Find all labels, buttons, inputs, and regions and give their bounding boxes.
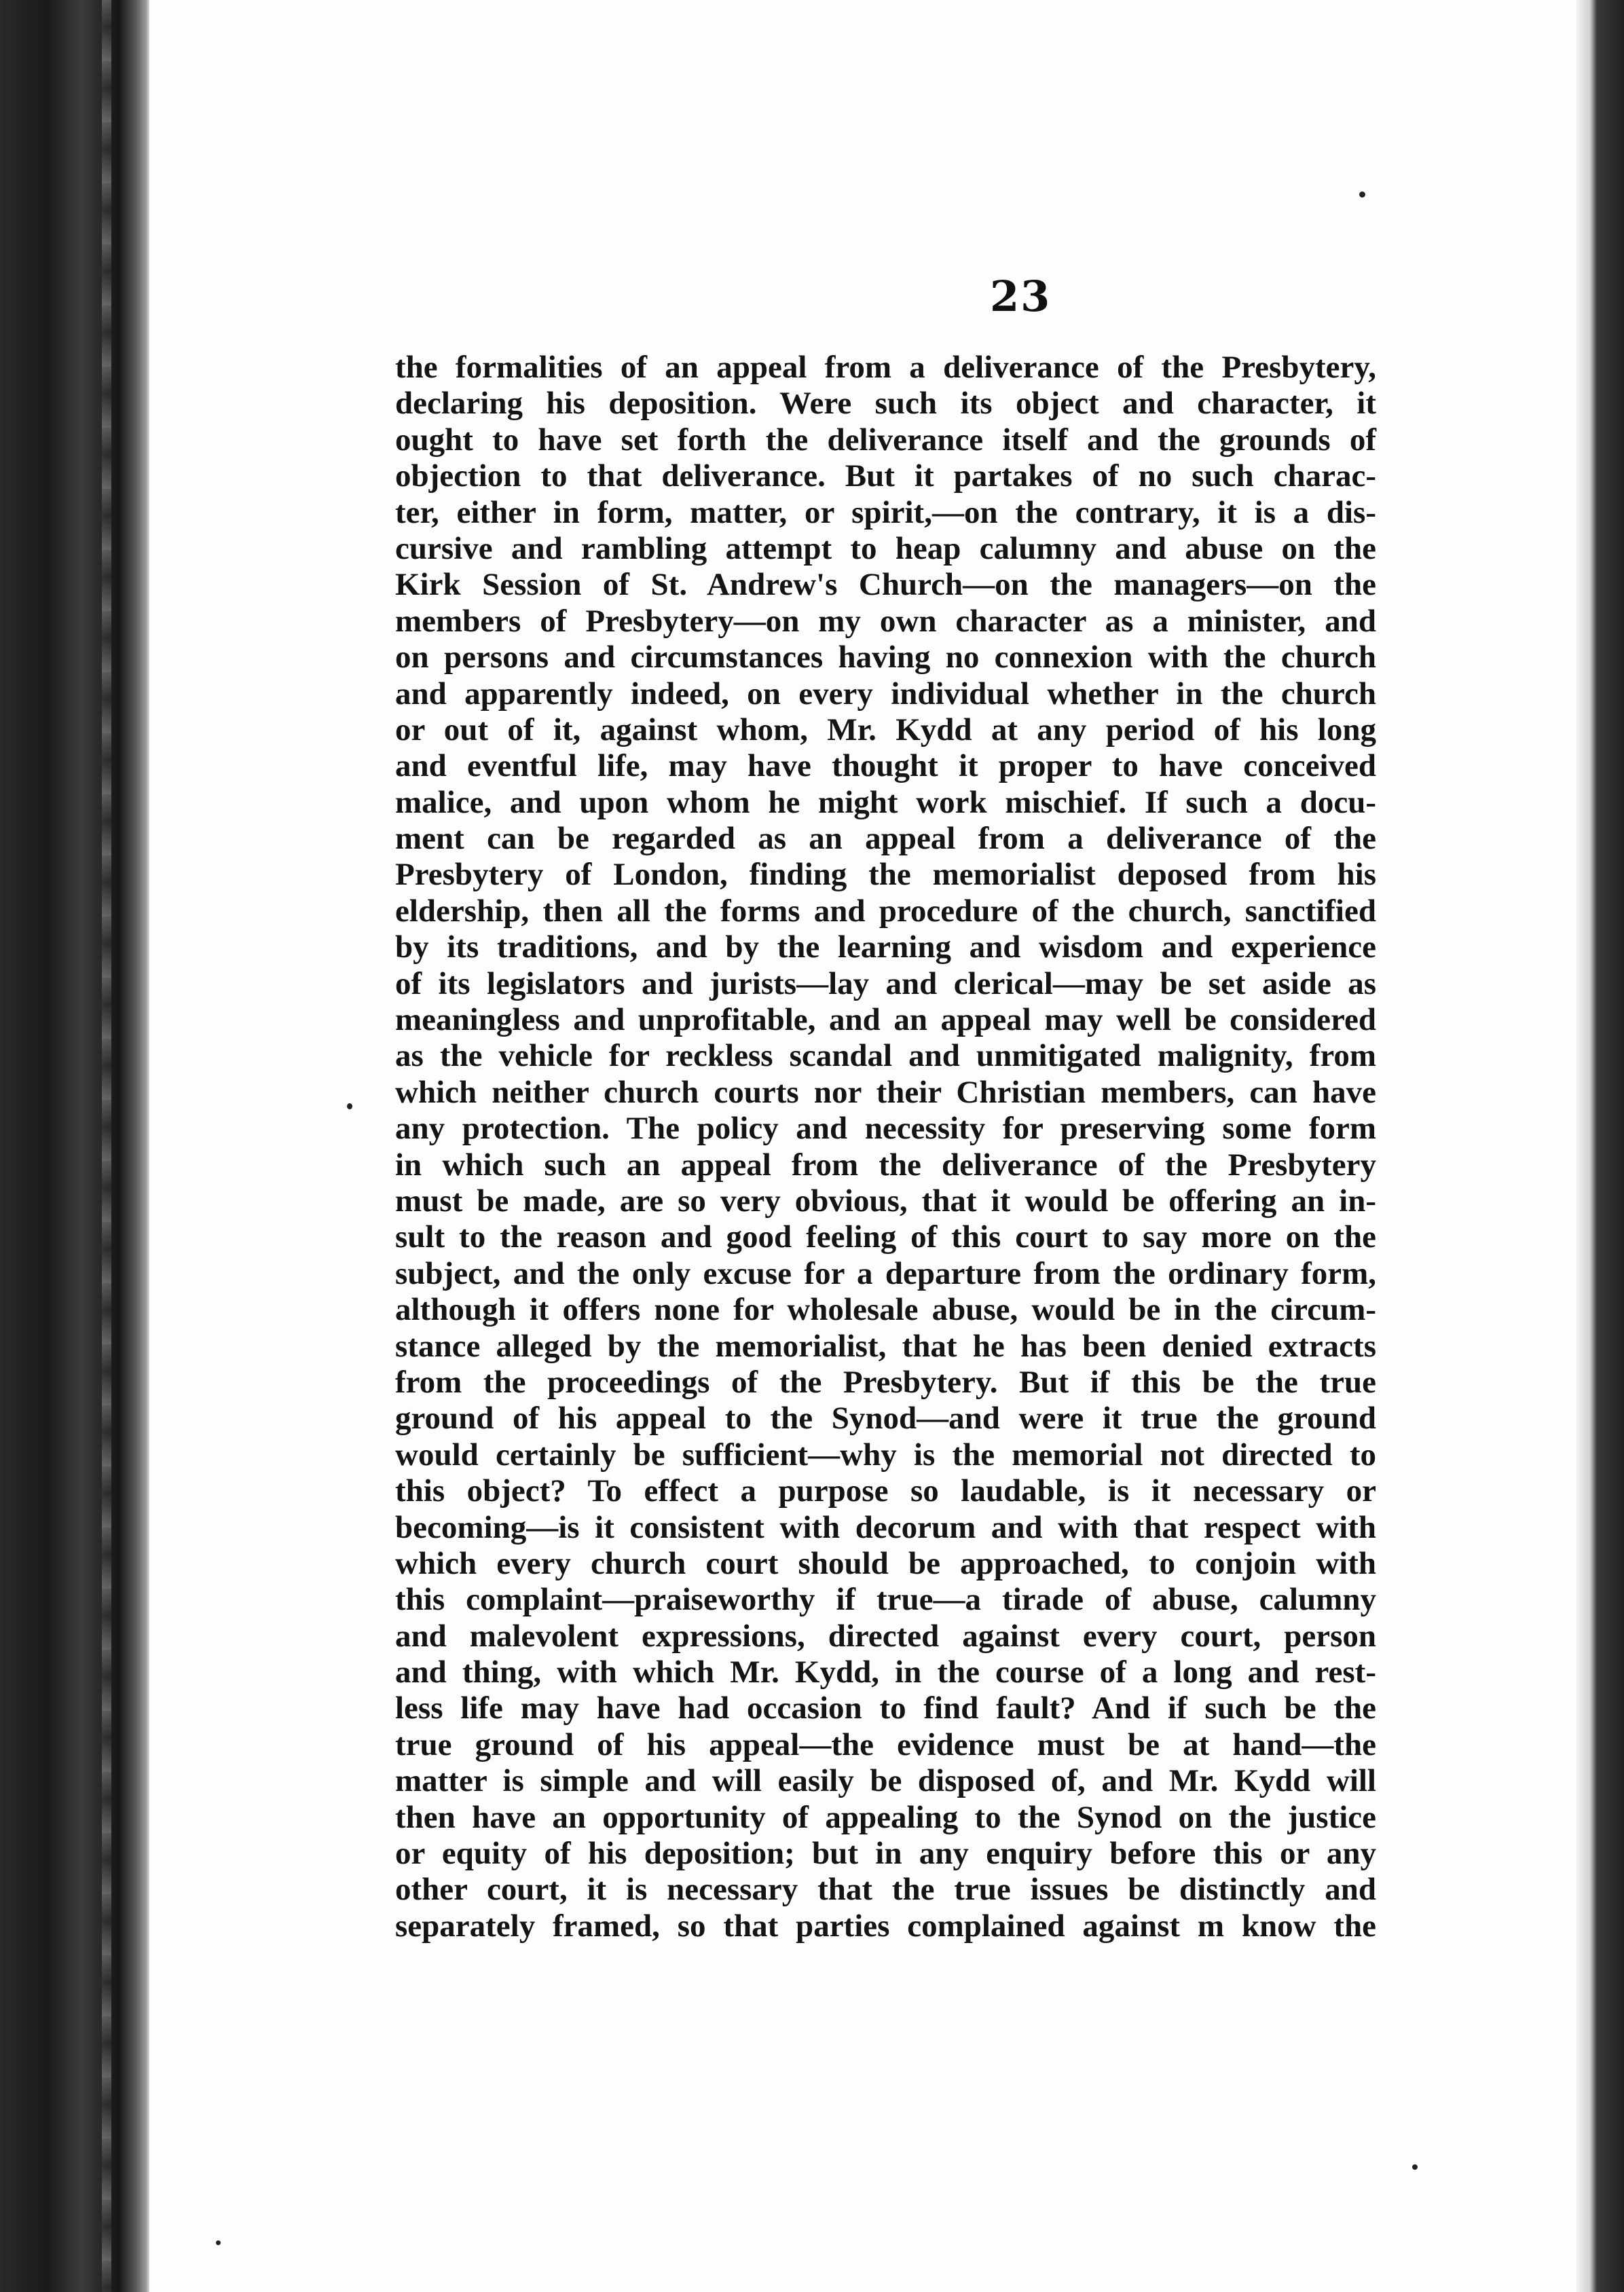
text-line: must be made, are so very obvious, that it would be offering an in- xyxy=(395,1183,1376,1219)
text-line: stance alleged by the memorialist, that he has been denied extracts xyxy=(395,1328,1376,1364)
text-line: malice, and upon whom he might work mischief. If such a docu- xyxy=(395,784,1376,820)
text-line: eldership, then all the forms and procedure of the church, sanctified xyxy=(395,893,1376,929)
text-line: members of Presbytery—on my own character as a minister, and xyxy=(395,603,1376,639)
text-line: cursive and rambling attempt to heap calumny and abuse on the xyxy=(395,530,1376,566)
text-line: the formalities of an appeal from a deliverance of the Presbytery, xyxy=(395,350,1376,385)
ink-speck xyxy=(347,1103,352,1109)
text-line: declaring his deposition. Were such its object and character, it xyxy=(395,386,1376,422)
text-line: separately framed, so that parties complained against m know the xyxy=(395,1908,1376,1944)
text-line: this object? To effect a purpose so laudable, is it necessary or xyxy=(395,1473,1376,1509)
text-line: and eventful life, may have thought it proper to have conceived xyxy=(395,748,1376,784)
ink-speck xyxy=(216,2240,221,2245)
text-line: less life may have had occasion to find fault? And if such be the xyxy=(395,1690,1376,1726)
text-line: and thing, with which Mr. Kydd, in the course of a long and rest- xyxy=(395,1655,1376,1690)
body-text xyxy=(395,350,1376,1944)
text-line: although it offers none for wholesale abuse, would be in the circum- xyxy=(395,1292,1376,1328)
text-line: sult to the reason and good feeling of this court to say more on the xyxy=(395,1219,1376,1255)
text-line: of its legislators and jurists—lay and clerical—may be set aside as xyxy=(395,965,1376,1001)
text-line: meaningless and unprofitable, and an appeal may well be considered xyxy=(395,1002,1376,1038)
text-line: in which such an appeal from the deliverance of the Presbytery xyxy=(395,1147,1376,1183)
text-line: by its traditions, and by the learning and wisdom and experience xyxy=(395,929,1376,965)
text-line: on persons and circumstances having no connexion with the church xyxy=(395,640,1376,676)
ink-speck xyxy=(1359,191,1365,198)
text-line: this complaint—praiseworthy if true—a tirade of abuse, calumny xyxy=(395,1582,1376,1618)
right-page-edge xyxy=(1576,0,1624,2292)
text-line: Kirk Session of St. Andrew's Church—on the managers—on the xyxy=(395,567,1376,603)
text-line: any protection. The policy and necessity for preserving some form xyxy=(395,1111,1376,1147)
text-line: and apparently indeed, on every individual whether in the church xyxy=(395,676,1376,711)
text-line: from the proceedings of the Presbytery. But if this be the true xyxy=(395,1364,1376,1400)
text-line: which neither church courts nor their Christian members, can have xyxy=(395,1074,1376,1110)
text-line: true ground of his appeal—the evidence must be at hand—the xyxy=(395,1726,1376,1762)
text-line: other court, it is necessary that the true issues be distinctly and xyxy=(395,1872,1376,1908)
text-line: ter, either in form, matter, or spirit,—on the contrary, it is a dis- xyxy=(395,494,1376,530)
ink-speck xyxy=(1412,2164,1418,2170)
text-line: would certainly be sufficient—why is the memorial not directed to xyxy=(395,1437,1376,1473)
text-line: ought to have set forth the deliverance itself and the grounds of xyxy=(395,422,1376,458)
text-line: subject, and the only excuse for a departure from the ordinary form, xyxy=(395,1255,1376,1291)
text-line: as the vehicle for reckless scandal and unmitigated malignity, from xyxy=(395,1038,1376,1074)
text-line: ment can be regarded as an appeal from a deliverance of the xyxy=(395,821,1376,857)
text-line: and malevolent expressions, directed against every court, person xyxy=(395,1618,1376,1654)
text-line: then have an opportunity of appealing to the Synod on the justice xyxy=(395,1799,1376,1835)
text-line: Presbytery of London, finding the memorialist deposed from his xyxy=(395,857,1376,893)
text-line: which every church court should be approached, to conjoin with xyxy=(395,1545,1376,1581)
text-line: becoming—is it consistent with decorum and with that respect with xyxy=(395,1509,1376,1545)
book-binding-edge xyxy=(0,0,149,2292)
text-line: or out of it, against whom, Mr. Kydd at any period of his long xyxy=(395,711,1376,747)
text-line: ground of his appeal to the Synod—and were it true the ground xyxy=(395,1401,1376,1437)
text-line: objection to that deliverance. But it partakes of no such charac- xyxy=(395,458,1376,494)
page-number: 23 xyxy=(990,272,1052,321)
text-line: or equity of his deposition; but in any enquiry before this or any xyxy=(395,1836,1376,1872)
text-line: matter is simple and will easily be disposed of, and Mr. Kydd will xyxy=(395,1763,1376,1799)
